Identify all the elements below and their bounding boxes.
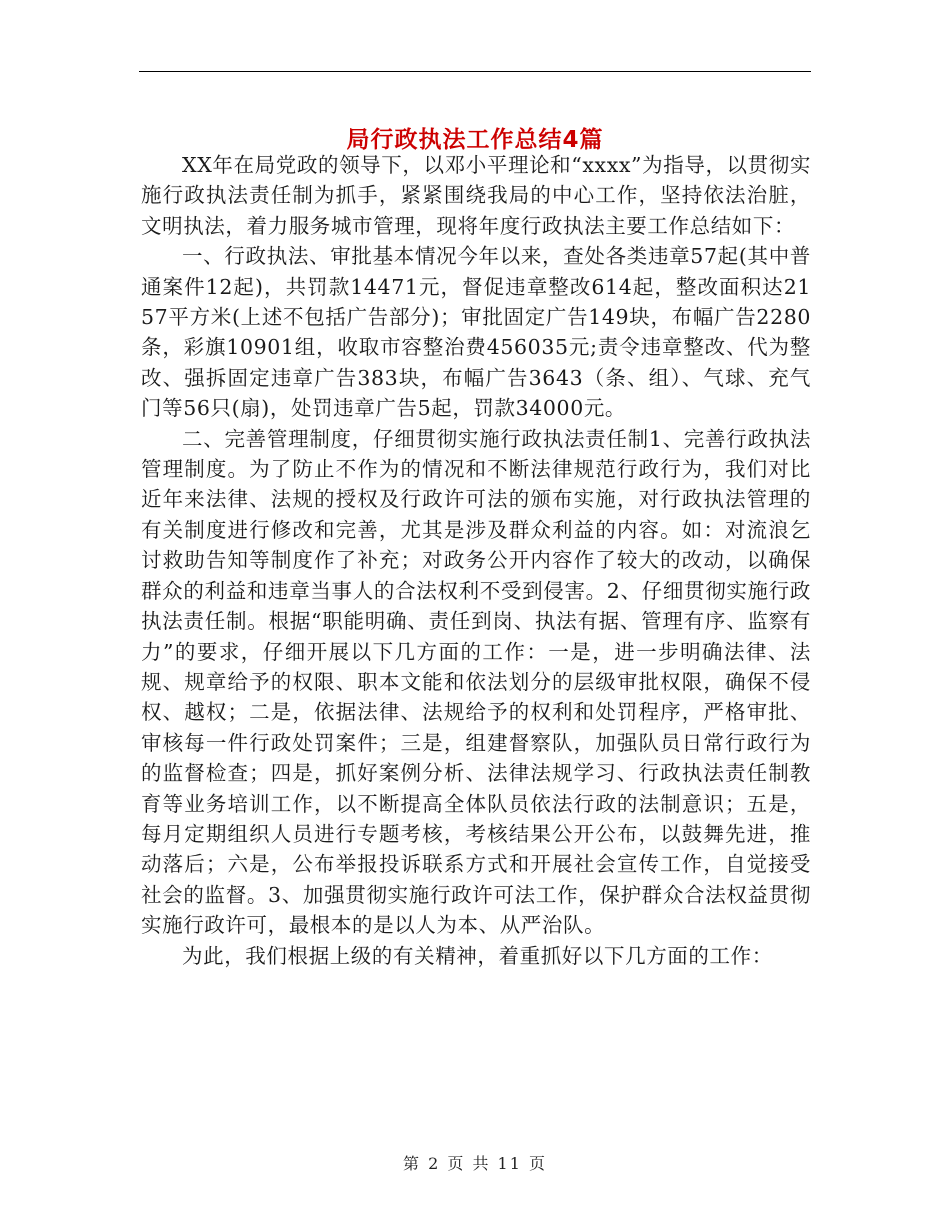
header-rule [139,71,811,72]
page-number: 第 2 页 共 11 页 [403,1154,547,1173]
paragraph-section-two: 二、完善管理制度，仔细贯彻实施行政执法责任制1、完善行政执法管理制度。为了防止不作为的情况和不断法律规范行政行为，我们对比近年来法律、法规的授权及行政许可法的颁布实施，对行政执法管理的有关制度进行修改和完善，尤其是涉及群众利益的内容。如：对流浪乞讨救助告知等制度作了补充；对政务公开内容作了较大的改动，以确保群众的利益和违章当事人的合法权利不受到侵害。2、仔细贯彻实施行政执法责任制。根据“职能明确、责任到岗、执法有据、管理有序、监察有力”的要求，仔细开展以下几方面的工作：一是，进一步明确法律、法规、规章给予的权限、职本文能和依法划分的层级审批权限，确保不侵权、越权；二是，依据法律、法规给予的权利和处罚程序，严格审批、审核每一件行政处罚案件；三是，组建督察队，加强队员日常行政行为的监督检查；四是，抓好案例分析、法律法规学习、行政执法责任制教育等业务培训工作，以不断提高全体队员依法行政的法制意识；五是，每月定期组织人员进行专题考核，考核结果公开公布，以鼓舞先进，推动落后；六是，公布举报投诉联系方式和开展社会宣传工作，自觉接受社会的监督。3、加强贯彻实施行政许可法工作，保护群众合法权益贯彻实施行政许可，最根本的是以人为本、从严治队。 [141,426,811,938]
paragraph-section-one: 一、行政执法、审批基本情况今年以来，查处各类违章57起(其中普通案件12起)，共罚款14471元，督促违章整改614起，整改面积达2157平方米(上述不包括广告部分)；审批固定广告149块，布幅广告2280条，彩旗10901组，收取市容整治费456035元;责令违章整改、代为整改、强拆固定违章广告383块，布幅广告3643（条、组）、气球、充气门等56只(扇)，处罚违章广告5起，罚款34000元。 [141,244,811,421]
paragraph-intro: XX年在局党政的领导下，以邓小平理论和“xxxx”为指导，以贯彻实施行政执法责任制为抓手，紧紧围绕我局的中心工作，坚持依法治脏，文明执法，着力服务城市管理，现将年度行政执法主要工作总结如下： [141,153,811,238]
document-title: 局行政执法工作总结4篇 [346,127,604,154]
document-body [141,150,811,971]
paragraph-closing: 为此，我们根据上级的有关精神，着重抓好以下几方面的工作： [182,943,773,968]
